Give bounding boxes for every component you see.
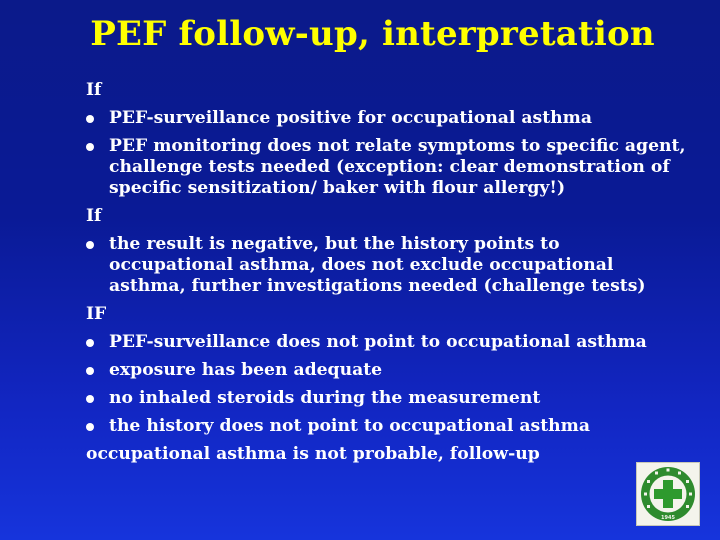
bullet-text: exposure has been adequate — [109, 360, 383, 380]
bullet-icon — [86, 241, 94, 249]
emblem-year-text: 1945 — [661, 515, 675, 521]
bullet-item — [86, 360, 686, 381]
slide-content — [86, 80, 686, 472]
bullet-icon — [86, 115, 94, 123]
bullet-icon — [86, 367, 94, 375]
condition-line: IF — [86, 304, 107, 324]
bullet-text: PEF monitoring does not relate symptoms to specific agent, challenge tests needed (exception: clear demonstration of specific sensitization/ baker with flour allergy!) — [109, 136, 686, 198]
bullet-text: PEF-surveillance positive for occupational asthma — [109, 108, 592, 128]
bullet-icon — [86, 423, 94, 431]
green-cross-emblem-icon — [636, 462, 700, 526]
bullet-icon — [86, 143, 94, 151]
bullet-text: no inhaled steroids during the measurement — [109, 388, 541, 408]
bullet-item — [86, 332, 686, 353]
condition-line: If — [86, 80, 102, 100]
emblem-cross-horizontal — [654, 489, 682, 499]
emblem-graphic — [637, 463, 699, 525]
bullet-item — [86, 388, 686, 409]
bullet-text: the history does not point to occupational asthma — [109, 416, 590, 436]
bullet-icon — [86, 339, 94, 347]
conclusion-line: occupational asthma is not probable, follow-up — [86, 444, 540, 464]
bullet-item — [86, 108, 686, 129]
bullet-item — [86, 416, 686, 437]
bullet-text: PEF-surveillance does not point to occupational asthma — [109, 332, 647, 352]
bullet-icon — [86, 395, 94, 403]
bullet-text: the result is negative, but the history points to occupational asthma, does not exclude occupational asthma, further investigations needed (challenge tests) — [109, 234, 646, 296]
slide-title: PEF follow-up, interpretation — [90, 14, 655, 54]
bullet-item — [86, 234, 686, 297]
bullet-item — [86, 136, 686, 199]
condition-line: If — [86, 206, 102, 226]
